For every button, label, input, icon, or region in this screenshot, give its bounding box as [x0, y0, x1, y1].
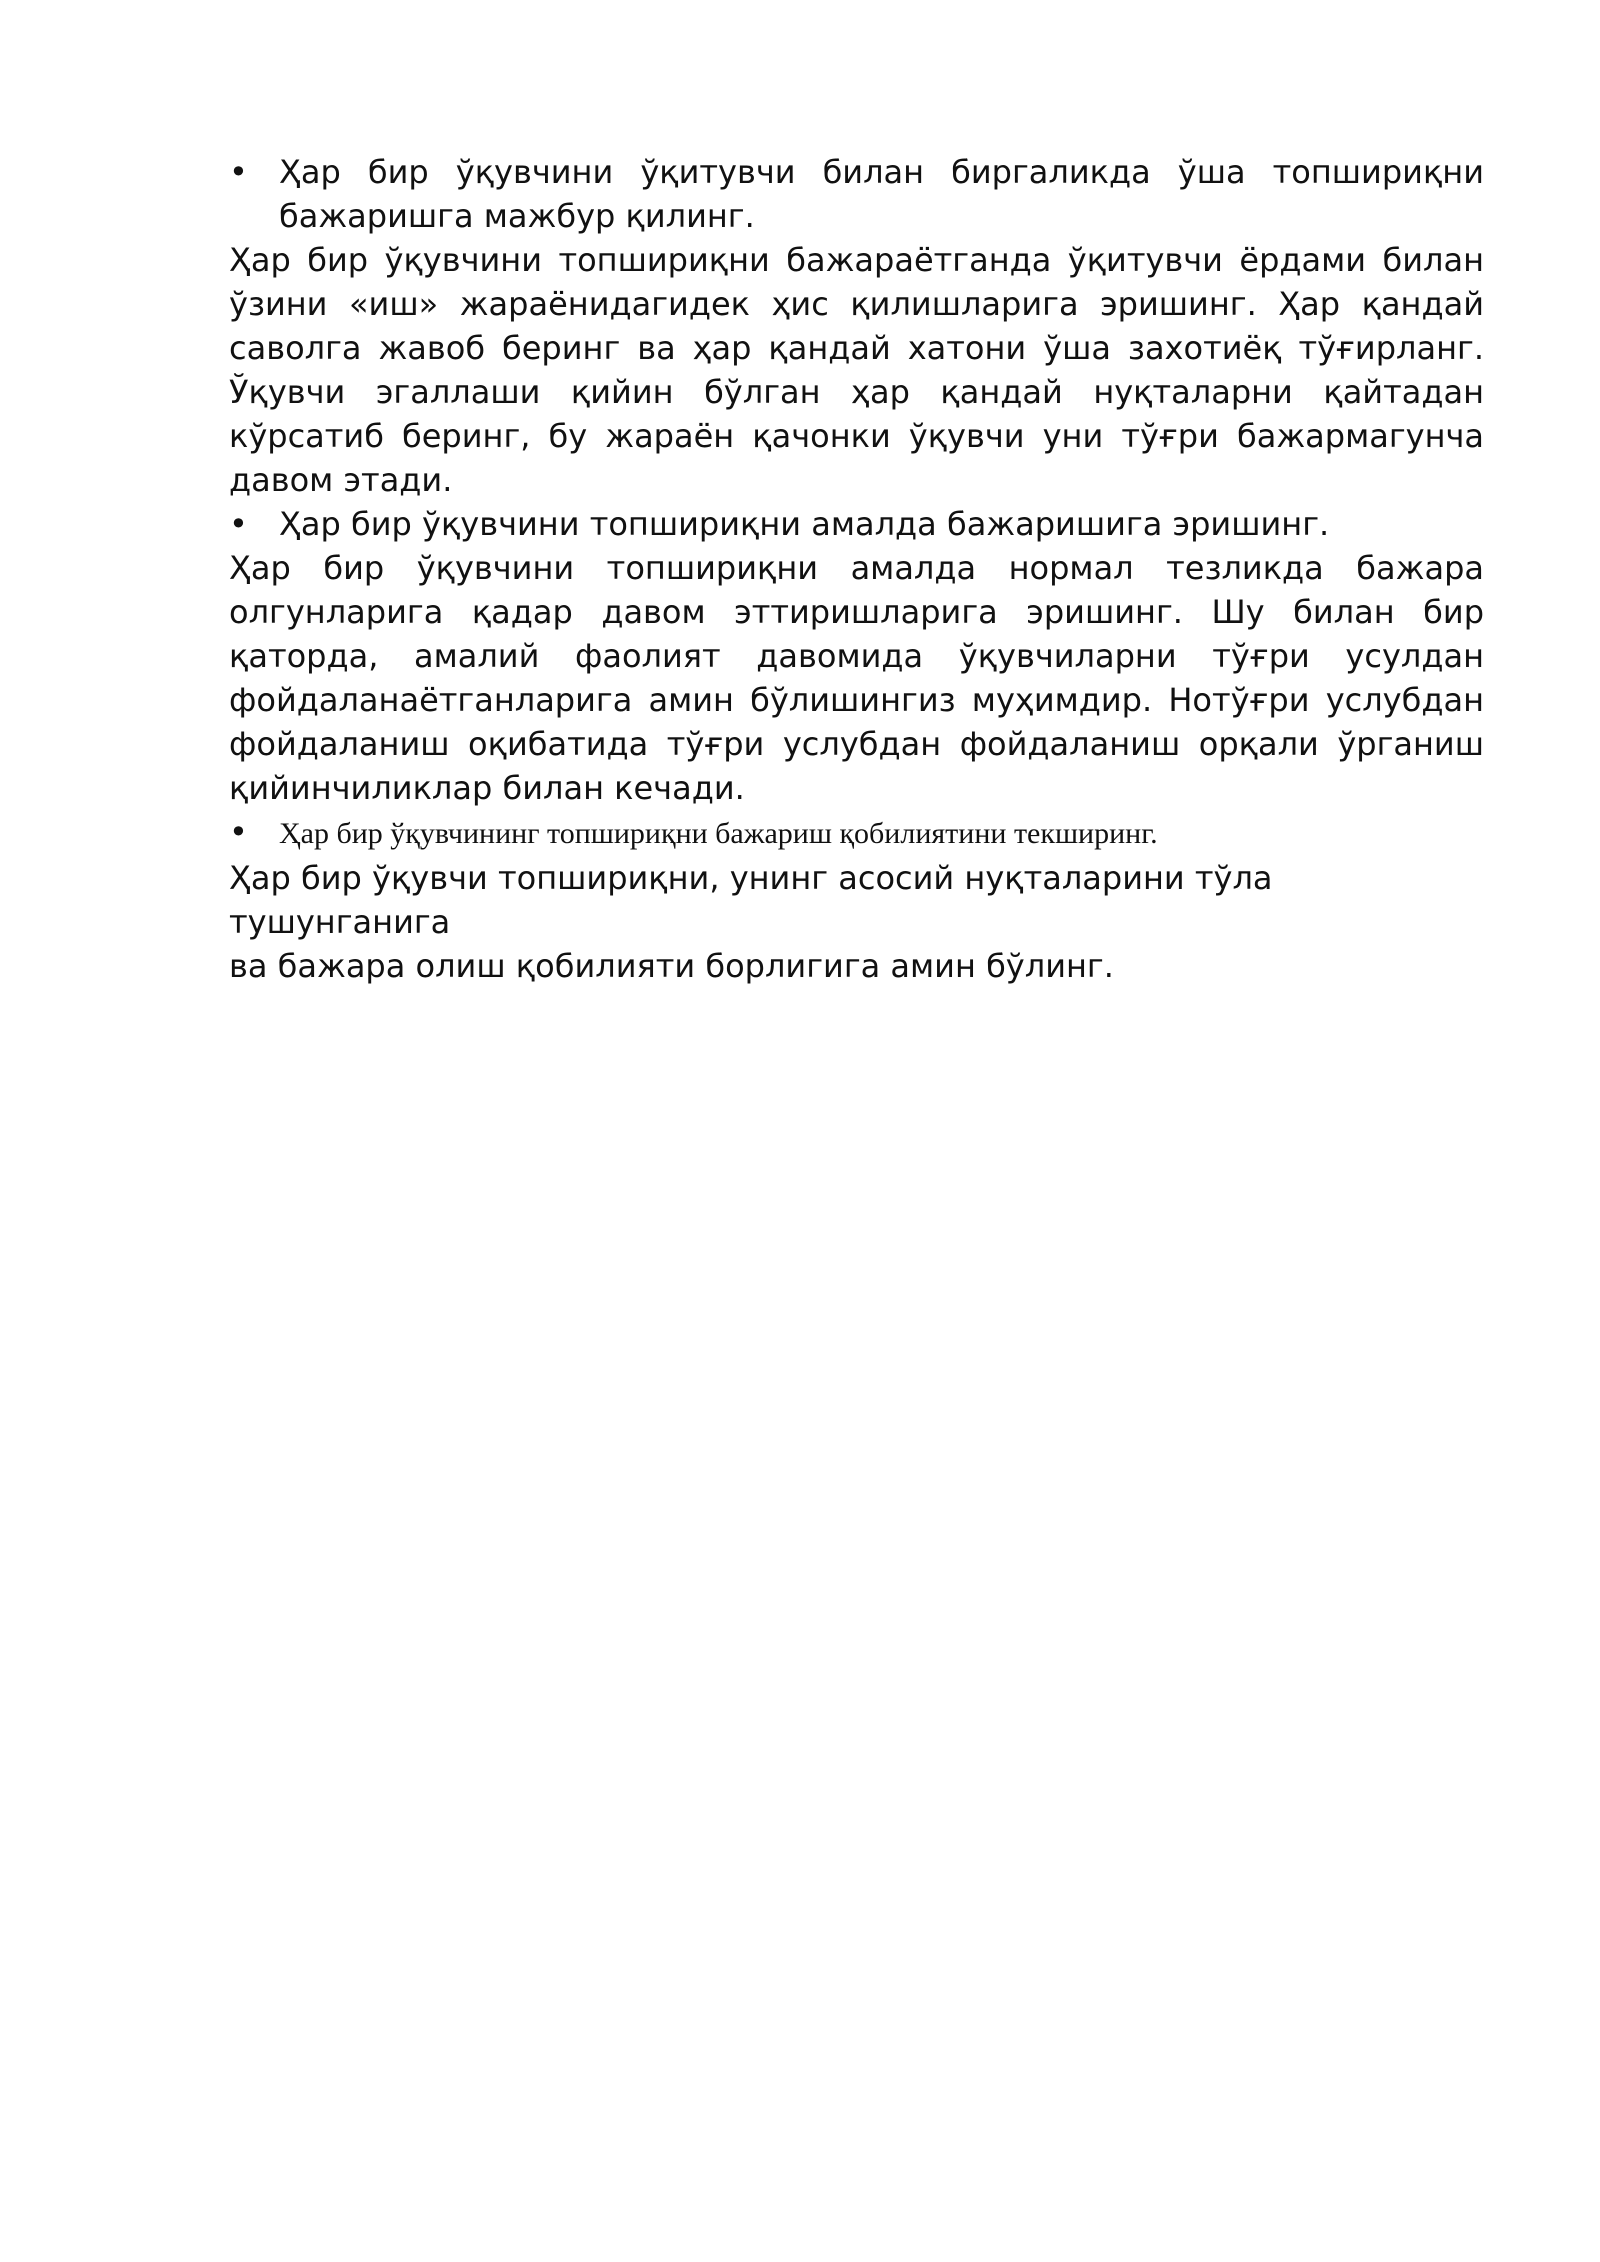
- bullet-icon: •: [229, 505, 248, 543]
- paragraph-line: ва бажара олиш қобилияти борлигига амин бўлинг.: [229, 947, 1114, 985]
- paragraph: Ҳар бир ўқувчини топшириқни бажараётганда ўқитувчи ёрдами билан ўзини «иш» жараёнидагидек ҳис қилишларига эришинг. Ҳар қандай саволга жавоб беринг ва ҳар қандай хатони ўша захотиёқ тўғирланг. Ўқувчи эгаллаши қийин бўлган ҳар қандай нуқталарни қайтадан кўрсатиб беринг, бу жараён қачонки ўқувчи уни тўғри бажармагунча давом этади.: [229, 241, 1484, 499]
- bullet-item: [229, 810, 1484, 856]
- bullet-text: Ҳар бир ўқувчини ўқитувчи билан биргаликда ўша топшириқни бажаришга мажбур қилинг.: [279, 153, 1484, 235]
- bullet-item: [229, 502, 1484, 546]
- bullet-text: Ҳар бир ўқувчининг топшириқни бажариш қобилиятини текширинг.: [279, 817, 1158, 850]
- bullet-item: [229, 150, 1484, 238]
- bullet-icon: •: [229, 813, 248, 851]
- paragraph-line: Ҳар бир ўқувчи топшириқни, унинг асосий нуқталарини тўла тушунганига: [229, 859, 1273, 941]
- bullet-text: Ҳар бир ўқувчини топшириқни амалда бажаришига эришинг.: [279, 505, 1330, 543]
- bullet-icon: •: [229, 153, 248, 191]
- document-body: [229, 150, 1484, 988]
- paragraph: [229, 856, 1484, 988]
- paragraph: Ҳар бир ўқувчини топшириқни амалда нормал тезликда бажара олгунларига қадар давом эттиришларига эришинг. Шу билан бир қаторда, амалий фаолият давомида ўқувчиларни тўғри усулдан фойдаланаётганларига амин бўлишингиз муҳимдир. Нотўғри услубдан фойдаланиш оқибатида тўғри услубдан фойдаланиш орқали ўрганиш қийинчиликлар билан кечади.: [229, 549, 1484, 807]
